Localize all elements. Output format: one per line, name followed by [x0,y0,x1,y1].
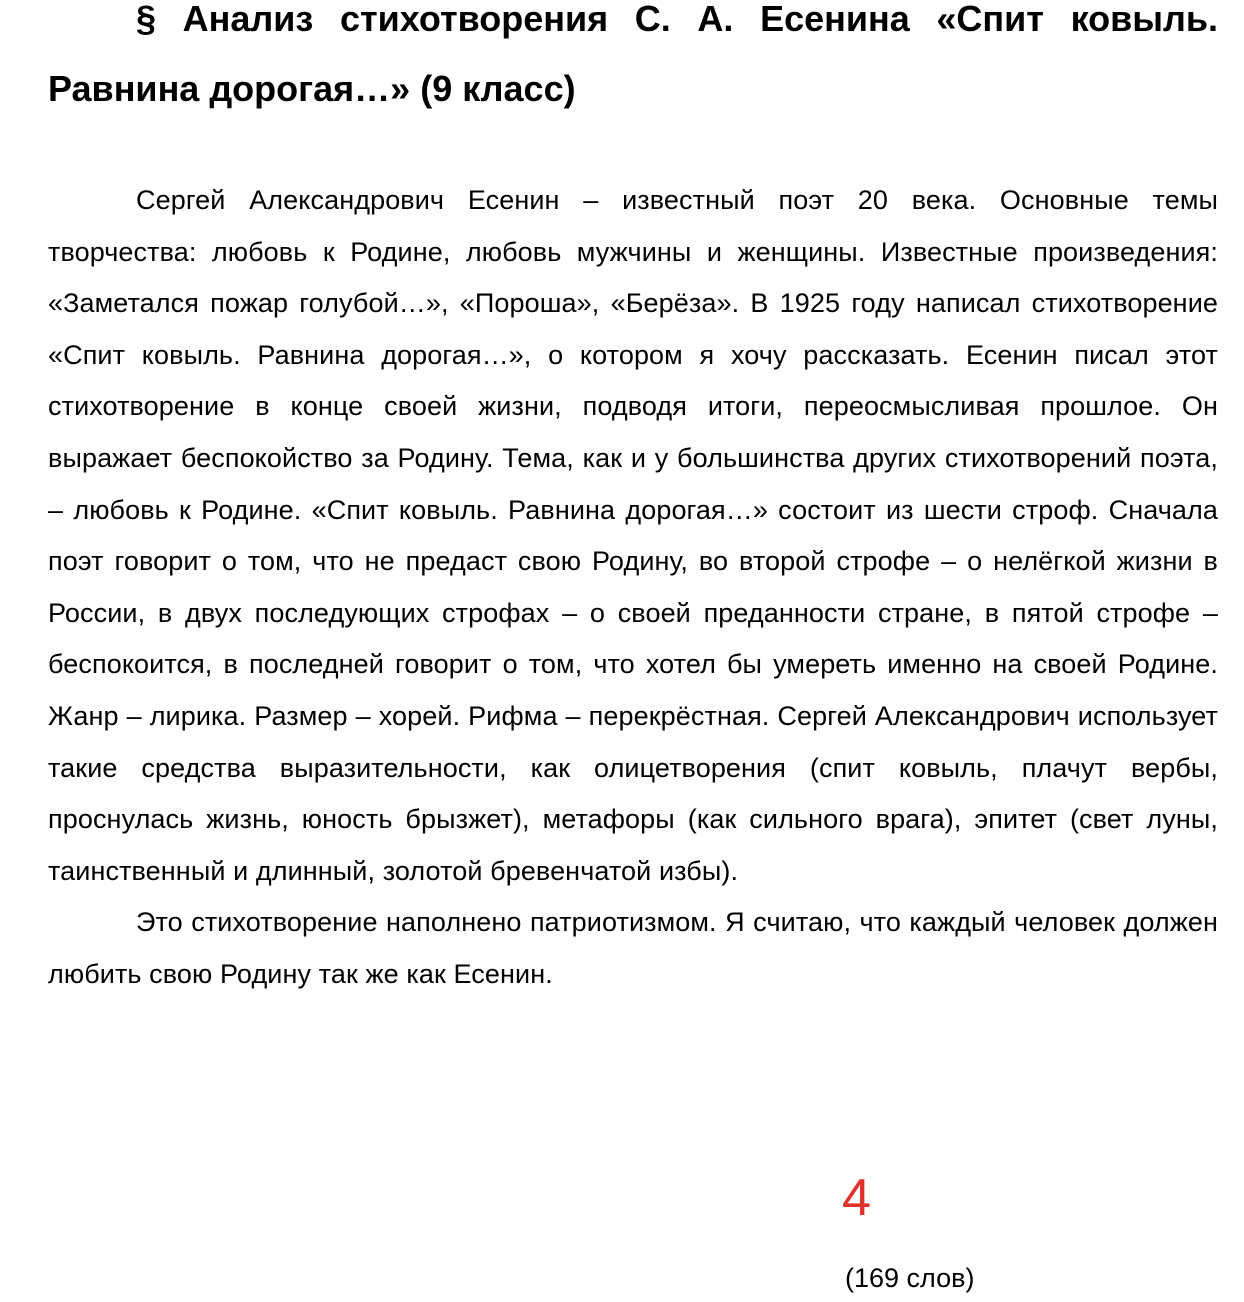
document-body [48,175,1218,1001]
document-page [48,0,1218,989]
grade-mark: 4 [842,1169,871,1227]
paragraph-main: Сергей Александрович Есенин – известный поэт 20 века. Основные темы творчества: любовь к Родине, любовь мужчины и женщины. Известные произведения: «Заметался пожар голубой…», «Пороша», «Берёза». В 1925 году написал стихотворение «Спит ковыль. Равнина дорогая…», о котором я хочу рассказать. Есенин писал этот стихотворение в конце своей жизни, подводя итоги, переосмысливая прошлое. Он выражает беспокойство за Родину. Тема, как и у большинства других стихотворений поэта, – любовь к Родине. «Спит ковыль. Равнина дорогая…» состоит из шести строф. Сначала поэт говорит о том, что не предаст свою Родину, во второй строфе – о нелёгкой жизни в России, в двух последующих строфах – о своей преданности стране, в пятой строфе – беспокоится, в последней говорит о том, что хотел бы умереть именно на своей Родине. Жанр – лирика. Размер – хорей. Рифма – перекрёстная. Сергей Александрович использует такие средства выразительности, как олицетворения (спит ковыль, плачут вербы, проснулась жизнь, юность брызжет), метафоры (как сильного врага), эпитет (свет луны, таинственный и длинный, золотой бревенчатой избы). [48,185,1218,886]
word-count: (169 слов) [845,1263,975,1293]
document-title: § Анализ стихотворения С. А. Есенина «Спит ковыль. Равнина дорогая…» (9 класс) [48,0,1218,109]
paragraph-conclusion: Это стихотворение наполнено патриотизмом. Я считаю, что каждый человек должен любить свою Родину так же как Есенин. [48,907,1218,989]
